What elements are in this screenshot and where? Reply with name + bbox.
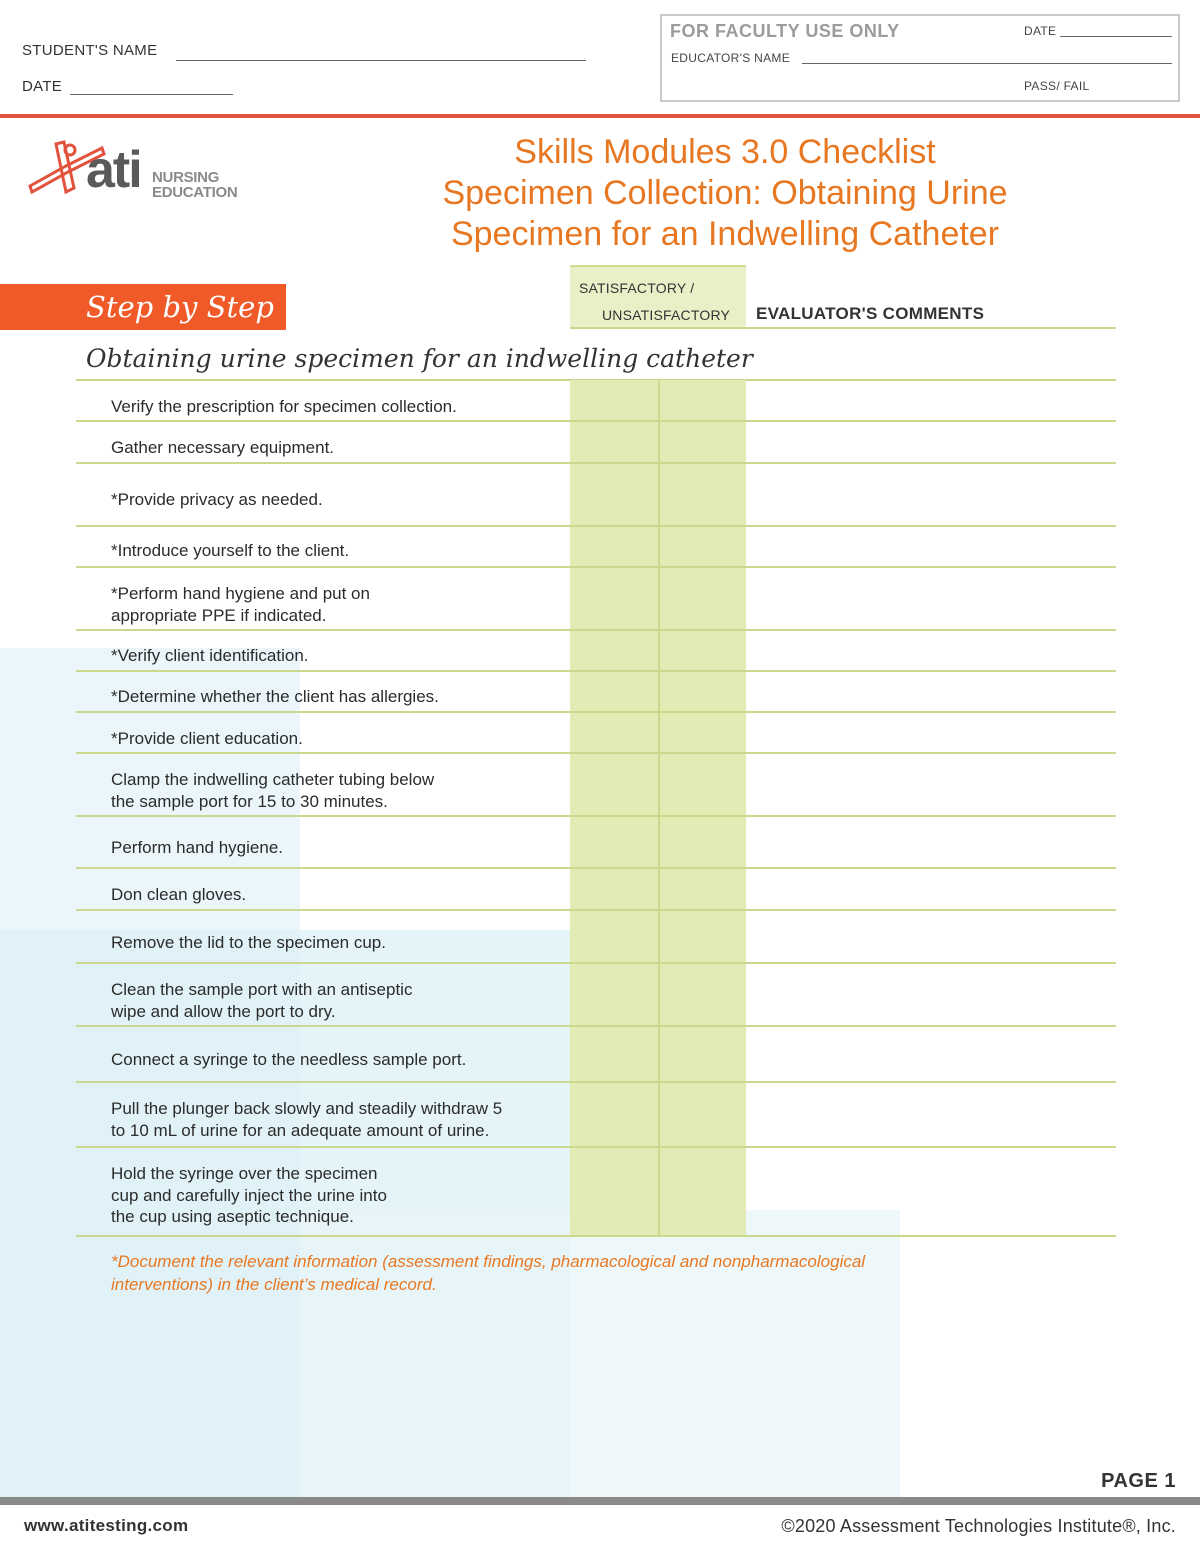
step-item: Don clean gloves.: [111, 885, 247, 904]
footer-divider: [0, 1497, 1200, 1505]
evaluator-comments-header: EVALUATOR'S COMMENTS: [756, 304, 985, 323]
faculty-box: [660, 14, 1180, 102]
step-item: Clean the sample port with an antiseptic wipe and allow the port to dry.: [111, 980, 413, 1021]
step-item: *Determine whether the client has allergies.: [111, 687, 439, 706]
educator-name-label: EDUCATOR'S NAME: [671, 51, 791, 65]
ati-logo: [26, 138, 256, 218]
faculty-title: FOR FACULTY USE ONLY: [670, 21, 900, 41]
page-number: PAGE 1: [1101, 1470, 1176, 1492]
step-item: Pull the plunger back slowly and steadily withdraw 5 to 10 mL of urine for an adequate amount of urine.: [111, 1099, 503, 1140]
page-subtitle-1: Specimen Collection: Obtaining Urine: [442, 174, 1008, 212]
step-by-step-label: Step by Step: [86, 290, 274, 324]
step-item: Perform hand hygiene.: [111, 838, 283, 857]
row-divider: [76, 867, 1116, 869]
row-divider: [76, 525, 1116, 527]
row-divider: [76, 1025, 1116, 1027]
header-rule: [570, 327, 1116, 329]
step-item: Hold the syringe over the specimen cup and carefully inject the urine into the cup using aseptic technique.: [111, 1164, 387, 1226]
logo-subtitle-line1: NURSING: [152, 169, 220, 186]
faculty-date-field[interactable]: [1060, 36, 1172, 37]
row-divider: [76, 670, 1116, 672]
student-name-label: STUDENT'S NAME: [22, 42, 158, 59]
date-label: DATE: [22, 78, 63, 95]
row-divider: [76, 629, 1116, 631]
faculty-date-label: DATE: [1024, 24, 1057, 38]
pass-fail-label: PASS/ FAIL: [1024, 79, 1090, 93]
section-title: Obtaining urine specimen for an indwelling catheter: [86, 344, 753, 373]
step-item: *Verify client identification.: [111, 646, 309, 665]
documentation-note: *Document the relevant information (assessment findings, pharmacological and nonpharmacological interventions) in the client’s medical record.: [111, 1252, 866, 1294]
satisfactory-divider: [658, 380, 660, 1237]
step-item: *Introduce yourself to the client.: [111, 541, 350, 560]
row-divider: [76, 815, 1116, 817]
step-item: Verify the prescription for specimen collection.: [111, 397, 457, 416]
row-divider: [76, 752, 1116, 754]
row-divider: [76, 566, 1116, 568]
copyright: ©2020 Assessment Technologies Institute®, Inc.: [781, 1516, 1176, 1536]
logo-subtitle-line2: EDUCATION: [152, 184, 238, 201]
row-divider: [76, 711, 1116, 713]
row-divider: [76, 962, 1116, 964]
logo-subtitle: [152, 170, 237, 200]
date-field[interactable]: [70, 94, 233, 95]
step-item: Connect a syringe to the needless sample port.: [111, 1050, 467, 1069]
student-name-field[interactable]: [176, 60, 586, 61]
logo-brand: ati: [86, 141, 141, 199]
page-subtitle-2: Specimen for an Indwelling Catheter: [450, 215, 1000, 253]
step-item: Gather necessary equipment.: [111, 438, 335, 457]
step-item: Clamp the indwelling catheter tubing below the sample port for 15 to 30 minutes.: [111, 770, 435, 811]
unsatisfactory-label: UNSATISFACTORY: [602, 307, 731, 323]
row-divider: [76, 909, 1116, 911]
row-divider: [76, 1146, 1116, 1148]
row-divider: [76, 462, 1116, 464]
educator-name-field[interactable]: [802, 63, 1172, 64]
satisfactory-label: SATISFACTORY /: [579, 280, 695, 296]
row-divider: [76, 1235, 1116, 1237]
step-item: *Perform hand hygiene and put on appropriate PPE if indicated.: [111, 584, 370, 625]
row-divider: [76, 1081, 1116, 1083]
step-item: Remove the lid to the specimen cup.: [111, 933, 386, 952]
website-link[interactable]: www.atitesting.com: [24, 1516, 189, 1535]
step-item: *Provide client education.: [111, 729, 303, 748]
row-divider: [76, 420, 1116, 422]
page-title: Skills Modules 3.0 Checklist: [514, 133, 936, 171]
step-item: *Provide privacy as needed.: [111, 490, 323, 509]
header-divider: [0, 114, 1200, 118]
